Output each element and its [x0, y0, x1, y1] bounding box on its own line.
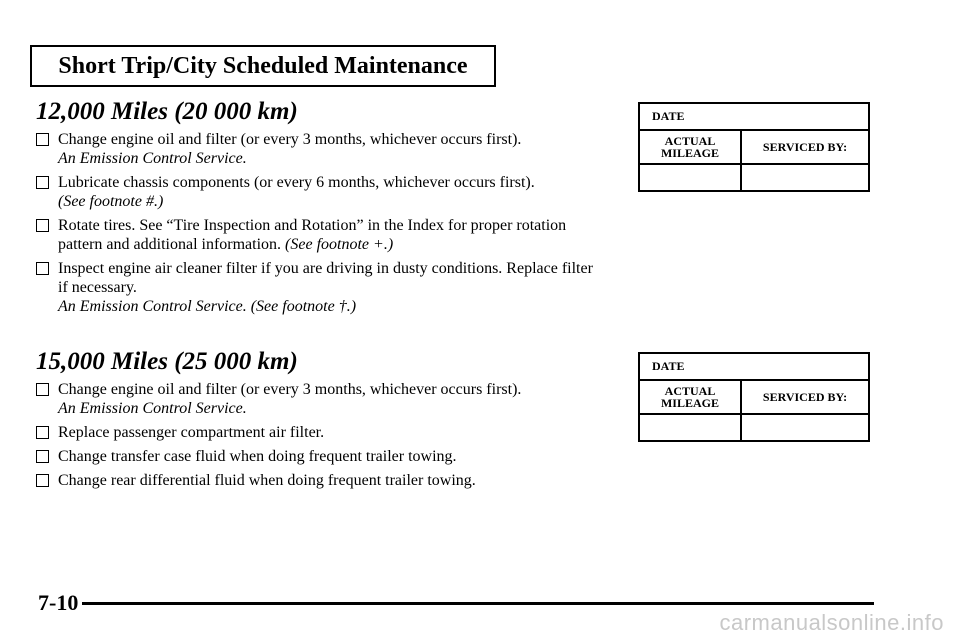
actual-mileage-label: ACTUAL MILEAGE: [640, 381, 742, 413]
checklist-15000: [36, 380, 596, 495]
actual-mileage-label: ACTUAL MILEAGE: [640, 131, 742, 163]
checkbox-icon: [36, 426, 49, 439]
date-field: DATE: [640, 104, 868, 131]
watermark: carmanualsonline.info: [719, 610, 944, 635]
item-text: Lubricate chassis components (or every 6 months, whichever occurs first).: [58, 174, 535, 191]
page-header-title: Short Trip/City Scheduled Maintenance: [30, 45, 496, 87]
checklist-item: [36, 447, 596, 466]
item-note: (See footnote #.): [58, 193, 164, 210]
checklist-item: [36, 216, 596, 254]
service-record-box-15000: [638, 352, 870, 442]
checkbox-icon: [36, 133, 49, 146]
item-text: Change engine oil and filter (or every 3 months, whichever occurs first).: [58, 381, 522, 398]
service-record-box-12000: [638, 102, 870, 192]
checkbox-icon: [36, 176, 49, 189]
footer-rule: [82, 602, 874, 605]
item-note: An Emission Control Service.: [58, 400, 247, 417]
section-title-15000: 15,000 Miles (25 000 km): [36, 348, 298, 375]
checklist-item: [36, 259, 596, 316]
checkbox-icon: [36, 219, 49, 232]
checklist-12000: [36, 130, 596, 321]
item-text: Change transfer case fluid when doing frequent trailer towing.: [58, 448, 457, 465]
checkbox-icon: [36, 262, 49, 275]
item-text: Change rear differential fluid when doing frequent trailer towing.: [58, 472, 476, 489]
mileage-entry-cell: [640, 165, 742, 190]
mileage-entry-cell: [640, 415, 742, 440]
item-text: Replace passenger compartment air filter.: [58, 424, 325, 441]
date-field: DATE: [640, 354, 868, 381]
serviced-by-entry-cell: [742, 165, 868, 190]
checklist-item: [36, 173, 596, 211]
checklist-item: [36, 471, 596, 490]
item-note: An Emission Control Service. (See footnote †.): [58, 298, 357, 315]
checkbox-icon: [36, 474, 49, 487]
checklist-item: [36, 380, 596, 418]
checklist-item: [36, 130, 596, 168]
serviced-by-entry-cell: [742, 415, 868, 440]
item-text: Change engine oil and filter (or every 3 months, whichever occurs first).: [58, 131, 522, 148]
item-note: An Emission Control Service.: [58, 150, 247, 167]
item-note: (See footnote +.): [285, 236, 394, 253]
item-text: Rotate tires. See “Tire Inspection and Rotation” in the Index for proper rotation pattern and additional information.: [58, 217, 567, 253]
item-text: Inspect engine air cleaner filter if you are driving in dusty conditions. Replace filter if necessary.: [58, 260, 593, 296]
checkbox-icon: [36, 450, 49, 463]
serviced-by-label: SERVICED BY:: [762, 139, 848, 154]
section-title-12000: 12,000 Miles (20 000 km): [36, 98, 298, 125]
page-number: 7-10: [38, 590, 79, 615]
checklist-item: [36, 423, 596, 442]
serviced-by-label: SERVICED BY:: [762, 389, 848, 404]
checkbox-icon: [36, 383, 49, 396]
